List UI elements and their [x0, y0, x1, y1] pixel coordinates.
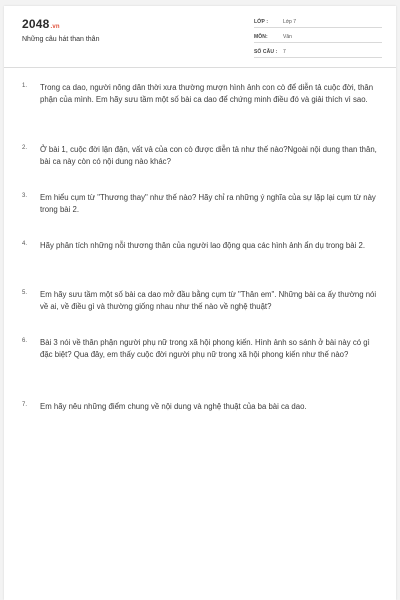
question-text: Trong ca dao, người nông dân thời xưa thường mượn hình ảnh con cò để diễn tả cuộc đời, thân phận của mình. Em hãy sưu tầm một số bài ca dao để chứng minh điều đó và giải thích vì sao. — [40, 83, 374, 104]
site-logo[interactable] — [22, 17, 60, 31]
worksheet-title: Những câu hát than thân — [22, 36, 100, 43]
meta-underline — [254, 42, 382, 43]
meta-row-class — [254, 19, 382, 34]
question-text: Em hãy sưu tầm một số bài ca dao mở đầu bằng cụm từ "Thân em". Những bài ca ấy thường nói về ai, về điều gì và thường giống nhau như thế nào về nghệ thuật? — [40, 290, 377, 311]
meta-row-question-count — [254, 49, 382, 64]
worksheet-page — [4, 6, 396, 600]
meta-value: 7 — [283, 49, 286, 55]
worksheet-header — [4, 6, 396, 66]
question-text: Ở bài 1, cuộc đời lận đận, vất vả của con cò được diễn tả như thế nào?Ngoài nội dung than thân, bài ca này còn có nội dung nào khác? — [40, 145, 377, 166]
header-divider — [4, 67, 396, 68]
meta-label: MÔN: — [254, 34, 268, 40]
question-text: Em hiểu cụm từ "Thương thay" như thế nào? Hãy chỉ ra những ý nghĩa của sự lặp lại cụm từ này trong bài 2. — [40, 193, 376, 214]
meta-underline — [254, 57, 382, 58]
meta-label: SỐ CÂU : — [254, 49, 278, 55]
question-number: 1. — [22, 83, 28, 89]
question-number: 7. — [22, 402, 28, 408]
meta-value: Văn — [283, 34, 292, 40]
question-text: Hãy phân tích những nỗi thương thân của người lao động qua các hình ảnh ẩn dụ trong bài 2. — [40, 241, 365, 250]
meta-value: Lớp 7 — [283, 19, 297, 25]
question-text: Bài 3 nói về thân phận người phụ nữ trong xã hội phong kiến. Hình ảnh so sánh ở bài này có gì đặc biệt? Qua đây, em thấy cuộc đời người phụ nữ trong xã hội phong kiến như thế nào? — [40, 338, 370, 359]
question-number: 6. — [22, 338, 28, 344]
worksheet-meta — [254, 19, 382, 64]
logo-suffix-text: .vn — [50, 24, 60, 30]
meta-label: LỚP : — [254, 19, 269, 25]
question-number: 2. — [22, 145, 28, 151]
question-number: 4. — [22, 241, 28, 247]
question-text: Em hãy nêu những điểm chung về nội dung và nghệ thuật của ba bài ca dao. — [40, 402, 307, 411]
question-number: 5. — [22, 290, 28, 296]
meta-underline — [254, 27, 382, 28]
meta-row-subject — [254, 34, 382, 49]
question-number: 3. — [22, 193, 28, 199]
logo-main-text: 2048 — [22, 17, 50, 31]
